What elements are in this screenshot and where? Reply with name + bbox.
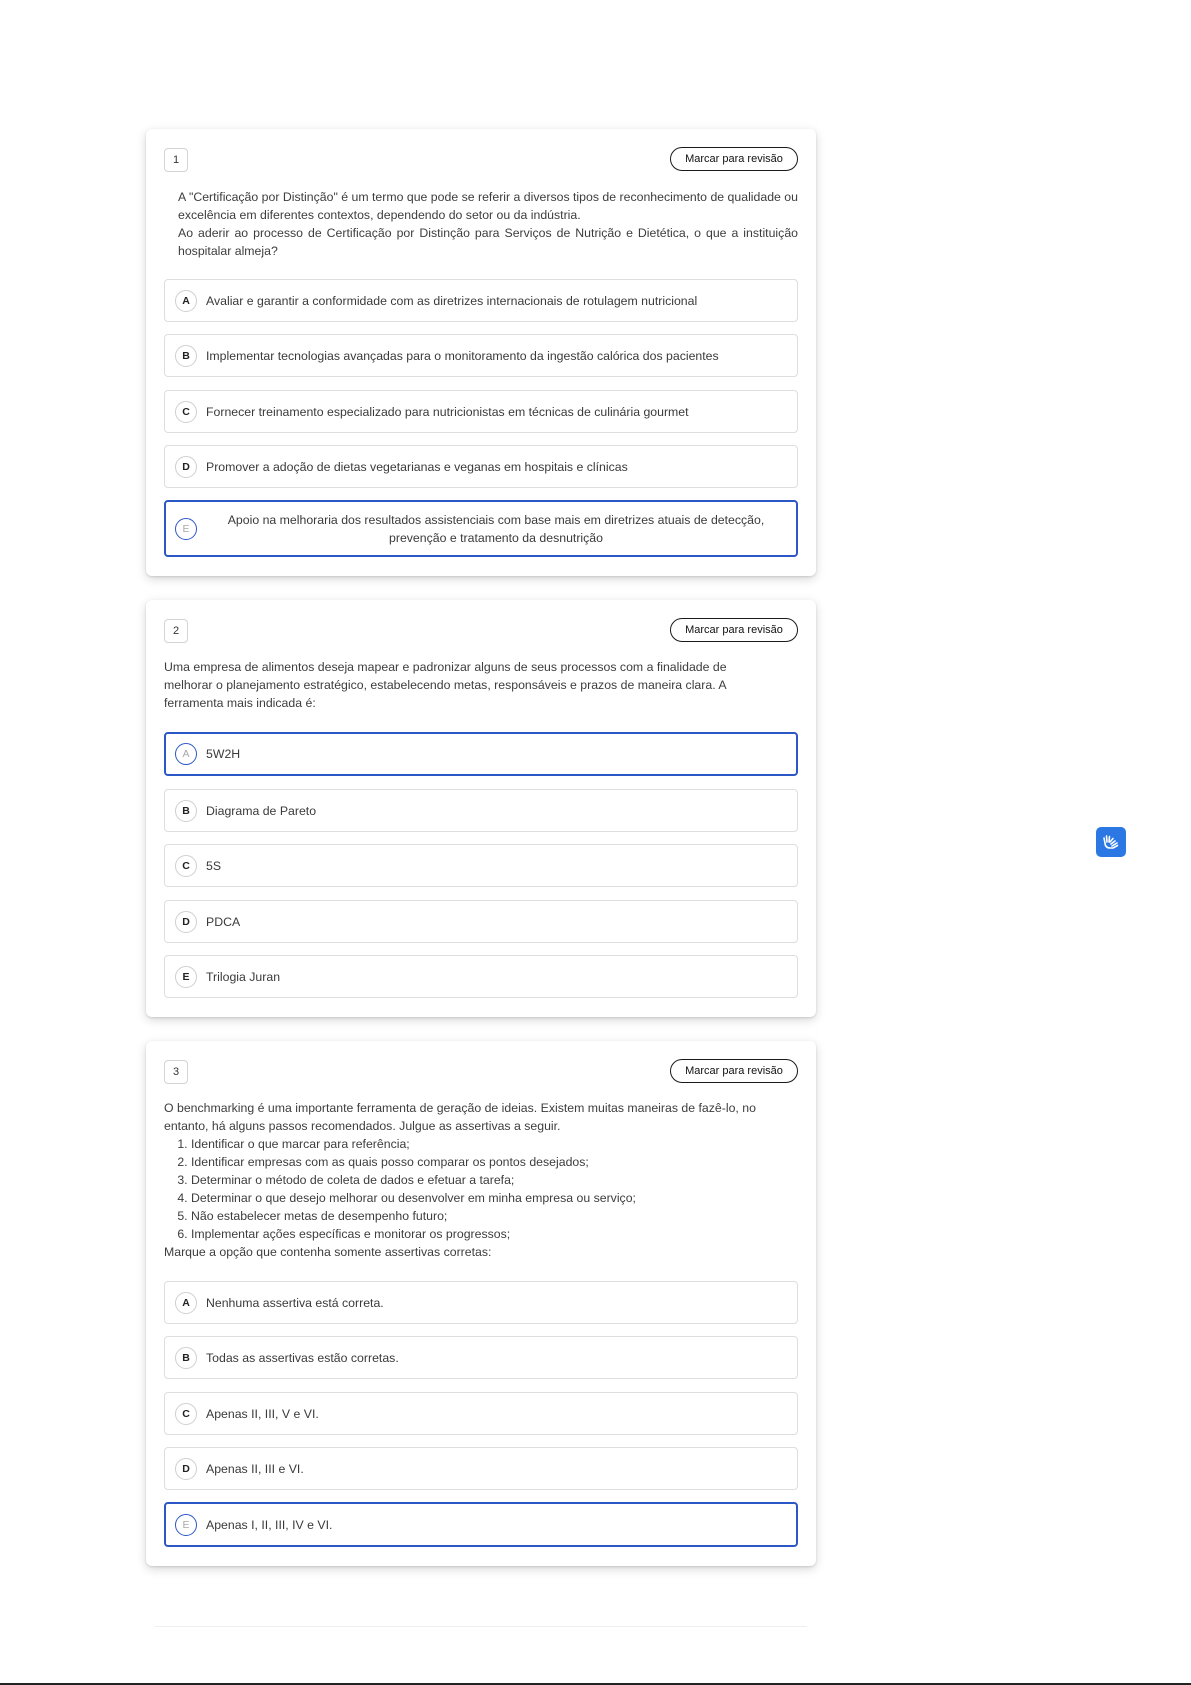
assertion-item: 1. Identificar o que marcar para referência; — [191, 1135, 789, 1153]
option-text: Trilogia Juran — [206, 969, 281, 984]
assertion-item: 5. Não estabelecer metas de desempenho futuro; — [191, 1207, 789, 1225]
assertion-item: 2. Identificar empresas com as quais posso comparar os pontos desejados; — [191, 1153, 789, 1171]
option-d[interactable] — [164, 1447, 798, 1490]
option-a[interactable] — [164, 279, 798, 322]
option-letter: B — [175, 345, 197, 367]
option-letter: A — [175, 290, 197, 312]
option-letter: E — [175, 1514, 197, 1536]
assertions-list — [164, 1135, 789, 1243]
option-text: Todas as assertivas estão corretas. — [206, 1350, 399, 1365]
option-letter: A — [175, 743, 197, 765]
option-text: Avaliar e garantir a conformidade com as diretrizes internacionais de rotulagem nutricional — [206, 293, 698, 308]
option-text: Apenas II, III e VI. — [206, 1461, 304, 1476]
option-c[interactable] — [164, 1392, 798, 1435]
option-c[interactable] — [164, 844, 798, 887]
option-b[interactable] — [164, 1336, 798, 1379]
option-letter: C — [175, 401, 197, 423]
option-e[interactable] — [164, 500, 798, 557]
option-text: 5S — [206, 858, 222, 873]
footer-divider — [155, 1626, 807, 1627]
option-letter: C — [175, 1403, 197, 1425]
option-e[interactable] — [164, 1502, 798, 1547]
option-text: Apenas II, III, V e VI. — [206, 1406, 319, 1421]
option-letter: D — [175, 911, 197, 933]
option-a[interactable] — [164, 732, 798, 776]
option-text: Apoio na melhoraria dos resultados assistenciais com base mais em diretrizes atuais de detecção, prevenção e tratamento da desnutrição — [227, 512, 765, 545]
option-letter: E — [175, 966, 197, 988]
question-number: 1 — [164, 148, 188, 172]
assertion-item: 3. Determinar o método de coleta de dados e efetuar a tarefa; — [191, 1171, 789, 1189]
option-a[interactable] — [164, 1281, 798, 1324]
option-text: PDCA — [206, 914, 241, 929]
accessibility-button[interactable] — [1096, 827, 1126, 857]
option-letter: B — [175, 800, 197, 822]
option-text: Fornecer treinamento especializado para nutricionistas em técnicas de culinária gourmet — [206, 404, 689, 419]
question-text: Uma empresa de alimentos deseja mapear e padronizar alguns de seus processos com a finalidade de melhorar o planejamento estratégico, estabelecendo metas, responsáveis e prazos de maneira clara. A ferramenta mais indicada é: — [164, 660, 727, 710]
question-card-1 — [146, 129, 816, 576]
option-b[interactable] — [164, 334, 798, 377]
question-outro: Marque a opção que contenha somente assertivas corretas: — [164, 1245, 492, 1259]
option-letter: D — [175, 456, 197, 478]
question-number: 3 — [164, 1060, 188, 1084]
mark-for-review-button[interactable]: Marcar para revisão — [670, 1059, 798, 1083]
question-paragraph: A "Certificação por Distinção" é um termo que pode se referir a diversos tipos de reconhecimento de qualidade ou excelência em diferentes contextos, dependendo do setor ou da indústria. — [178, 190, 798, 222]
option-d[interactable] — [164, 445, 798, 488]
option-letter: C — [175, 855, 197, 877]
assertion-item: 4. Determinar o que desejo melhorar ou desenvolver em minha empresa ou serviço; — [191, 1189, 789, 1207]
mark-for-review-button[interactable]: Marcar para revisão — [670, 618, 798, 642]
option-d[interactable] — [164, 900, 798, 943]
question-card-3 — [146, 1041, 816, 1566]
question-text — [178, 188, 798, 260]
option-c[interactable] — [164, 390, 798, 433]
option-text: Apenas I, II, III, IV e VI. — [206, 1517, 333, 1532]
question-number: 2 — [164, 619, 188, 643]
option-letter: A — [175, 1292, 197, 1314]
question-card-2 — [146, 600, 816, 1017]
option-e[interactable] — [164, 955, 798, 998]
option-text: Promover a adoção de dietas vegetarianas e veganas em hospitais e clínicas — [206, 459, 628, 474]
sign-language-hands-icon — [1101, 832, 1121, 852]
option-b[interactable] — [164, 789, 798, 832]
option-letter: B — [175, 1347, 197, 1369]
question-text — [164, 1099, 789, 1261]
assertion-item: 6. Implementar ações específicas e monitorar os progressos; — [191, 1225, 789, 1243]
option-letter: D — [175, 1458, 197, 1480]
mark-for-review-button[interactable]: Marcar para revisão — [670, 147, 798, 171]
option-letter: E — [175, 518, 197, 540]
option-text: 5W2H — [206, 747, 241, 761]
question-paragraph: Ao aderir ao processo de Certificação por Distinção para Serviços de Nutrição e Dietética, o que a instituição hospitalar almeja? — [178, 226, 798, 258]
option-text: Diagrama de Pareto — [206, 803, 317, 818]
question-intro: O benchmarking é uma importante ferramenta de geração de ideias. Existem muitas maneiras de fazê-lo, no entanto, há alguns passos recomendados. Julgue as assertivas a seguir. — [164, 1101, 756, 1133]
option-text: Implementar tecnologias avançadas para o monitoramento da ingestão calórica dos pacientes — [206, 348, 719, 363]
option-text: Nenhuma assertiva está correta. — [206, 1295, 384, 1310]
